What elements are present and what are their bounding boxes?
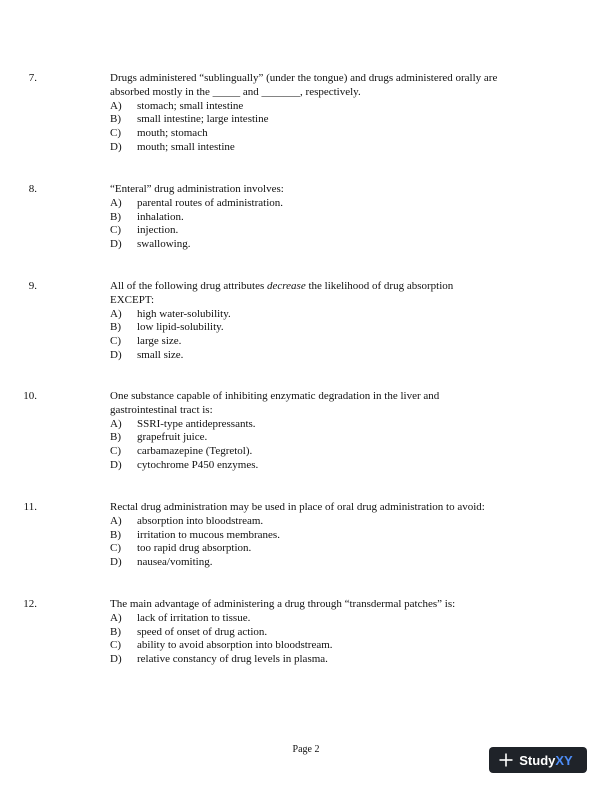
answer-choice-c: [0, 335, 612, 349]
choice-letter: D): [110, 348, 122, 361]
choice-letter: B): [110, 113, 121, 126]
choice-text: small intestine; large intestine: [137, 113, 269, 126]
question-12: [0, 598, 612, 667]
choice-text: grapefruit juice.: [137, 431, 208, 444]
answer-choice-d: [0, 653, 612, 667]
choice-text: stomach; small intestine: [137, 99, 244, 112]
choice-letter: A): [110, 307, 122, 320]
answer-choice-a: [0, 418, 612, 432]
choice-text: ability to avoid absorption into bloodstream.: [137, 639, 333, 652]
choice-letter: C): [110, 542, 121, 555]
badge-text-accent: XY: [555, 752, 573, 768]
answer-choice-b: [0, 626, 612, 640]
question-stem: [0, 72, 540, 100]
choice-letter: B): [110, 210, 121, 223]
answer-choice-b: [0, 431, 612, 445]
choice-letter: D): [110, 140, 122, 153]
choice-letter: C): [110, 335, 121, 348]
choice-text: small size.: [137, 348, 184, 361]
stem-line: [110, 280, 540, 294]
choice-text: irritation to mucous membranes.: [137, 528, 280, 541]
page-number: Page 2: [292, 744, 320, 755]
question-stem: [0, 390, 540, 418]
choice-letter: B): [110, 431, 121, 444]
choice-text: mouth; stomach: [137, 127, 208, 140]
choice-text: speed of onset of drug action.: [137, 625, 268, 638]
choice-letter: A): [110, 99, 122, 112]
choice-text: high water-solubility.: [137, 307, 231, 320]
question-number: 8.: [28, 183, 37, 195]
question-7: [0, 72, 612, 155]
answer-choice-d: [0, 556, 612, 570]
answer-choice-c: [0, 445, 612, 459]
choice-letter: B): [110, 528, 121, 541]
choice-text: nausea/vomiting.: [137, 556, 213, 569]
question-9: [0, 280, 612, 363]
choice-text: parental routes of administration.: [137, 196, 284, 209]
question-stem: [0, 501, 540, 515]
choice-text: low lipid-solubility.: [137, 321, 224, 334]
choice-letter: C): [110, 639, 121, 652]
stem-text: the likelihood of drug absorption: [305, 280, 454, 292]
choice-text: large size.: [137, 335, 182, 348]
question-stem: [0, 280, 540, 308]
stem-line: absorbed mostly in the _____ and _______, respectively.: [110, 85, 361, 98]
choice-text: SSRI-type antidepressants.: [137, 417, 256, 430]
choice-text: cytochrome P450 enzymes.: [137, 458, 259, 471]
choice-letter: B): [110, 321, 121, 334]
choice-letter: A): [110, 611, 122, 624]
choice-letter: D): [110, 458, 122, 471]
choice-letter: C): [110, 127, 121, 140]
stem-text: All of the following drug attributes: [110, 280, 268, 292]
choice-letter: A): [110, 514, 122, 527]
plus-icon: [499, 753, 513, 767]
answer-choice-a: [0, 515, 612, 529]
answer-choice-c: [0, 542, 612, 556]
choice-text: lack of irritation to tissue.: [137, 611, 251, 624]
answer-choice-a: [0, 308, 612, 322]
question-number: 9.: [28, 280, 37, 292]
answer-choice-b: [0, 321, 612, 335]
choice-text: carbamazepine (Tegretol).: [137, 445, 253, 458]
stem-line: The main advantage of administering a drug through “transdermal patches” is:: [110, 598, 456, 610]
stem-line: “Enteral” drug administration involves:: [110, 183, 284, 195]
stem-emphasis: decrease: [267, 280, 306, 292]
stem-line: Drugs administered “sublingually” (under the tongue) and drugs administered orally are: [110, 72, 498, 84]
stem-line: EXCEPT:: [110, 293, 155, 306]
answer-choice-c: [0, 127, 612, 141]
stem-line: Rectal drug administration may be used in place of oral drug administration to avoid:: [110, 501, 485, 513]
choice-letter: D): [110, 238, 122, 251]
question-number: 11.: [23, 501, 37, 513]
stem-line: One substance capable of inhibiting enzymatic degradation in the liver and: [110, 390, 440, 402]
answer-choice-c: [0, 639, 612, 653]
question-stem: [0, 598, 540, 612]
studyxy-badge[interactable]: [489, 747, 587, 773]
stem-line: gastrointestinal tract is:: [110, 403, 213, 416]
choice-text: too rapid drug absorption.: [137, 542, 252, 555]
answer-choice-c: [0, 224, 612, 238]
question-stem: [0, 183, 540, 197]
answer-choice-a: [0, 197, 612, 211]
choice-text: injection.: [137, 224, 179, 237]
choice-letter: B): [110, 625, 121, 638]
choice-text: inhalation.: [137, 210, 184, 223]
answer-choice-a: [0, 100, 612, 114]
choice-text: swallowing.: [137, 238, 191, 251]
choice-text: relative constancy of drug levels in plasma.: [137, 653, 328, 666]
answer-choice-a: [0, 612, 612, 626]
choice-text: mouth; small intestine: [137, 140, 235, 153]
choice-letter: D): [110, 653, 122, 666]
question-8: [0, 183, 612, 252]
choice-letter: A): [110, 417, 122, 430]
choice-letter: D): [110, 556, 122, 569]
question-number: 12.: [23, 598, 37, 610]
choice-letter: A): [110, 196, 122, 209]
question-11: [0, 501, 612, 570]
answer-choice-d: [0, 459, 612, 473]
answer-choice-b: [0, 529, 612, 543]
answer-choice-d: [0, 349, 612, 363]
question-10: [0, 390, 612, 473]
choice-letter: C): [110, 445, 121, 458]
question-number: 10.: [23, 390, 37, 402]
answer-choice-d: [0, 141, 612, 155]
choice-letter: C): [110, 224, 121, 237]
answer-choice-b: [0, 211, 612, 225]
answer-choice-b: [0, 113, 612, 127]
question-number: 7.: [28, 72, 37, 84]
answer-choice-d: [0, 238, 612, 252]
choice-text: absorption into bloodstream.: [137, 514, 264, 527]
badge-text-main: Study: [519, 752, 556, 768]
